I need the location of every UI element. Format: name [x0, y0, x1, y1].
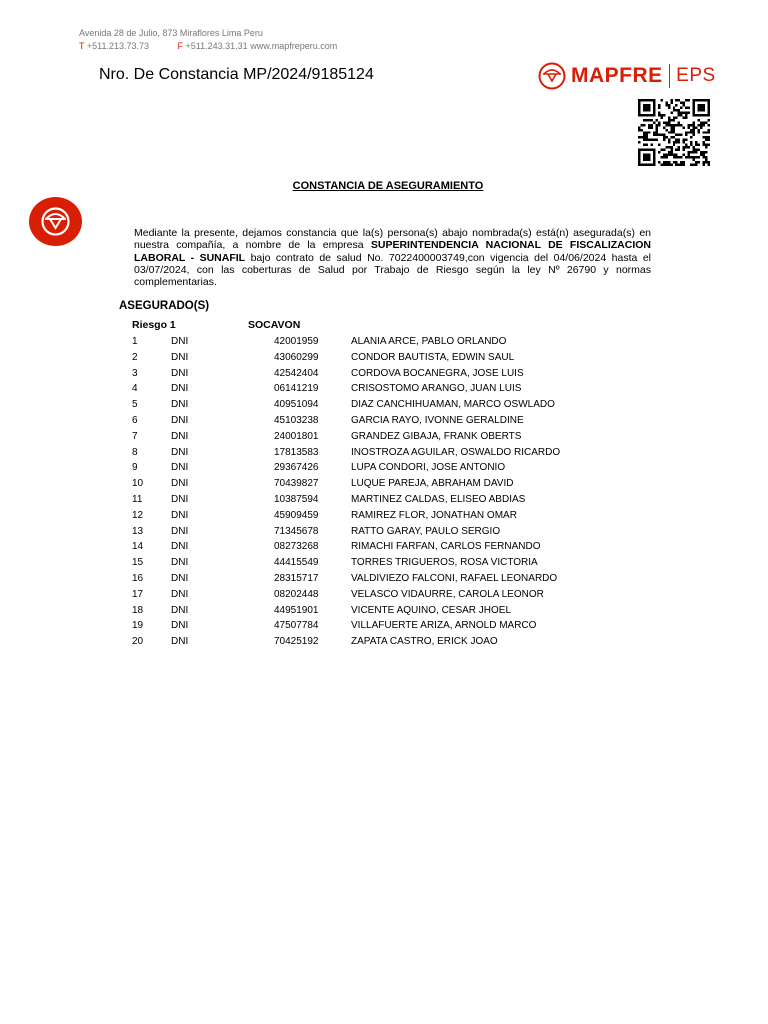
doc-type: DNI — [171, 351, 189, 363]
fax-web: +511.243.31.31 www.mapfreperu.com — [185, 41, 338, 51]
doc-number: 43060299 — [274, 351, 319, 363]
doc-type: DNI — [171, 462, 189, 474]
mapfre-emblem-icon — [538, 62, 566, 90]
row-number: 1 — [132, 336, 138, 347]
table-row — [0, 413, 768, 429]
table-row — [0, 571, 768, 587]
doc-type: DNI — [171, 430, 189, 442]
table-row — [0, 397, 768, 413]
doc-type: DNI — [171, 525, 189, 537]
insured-name: GRANDEZ GIBAJA, FRANK OBERTS — [351, 430, 522, 442]
doc-number: 10387594 — [274, 493, 319, 505]
location-label: SOCAVON — [248, 319, 301, 331]
insured-name: LUQUE PAREJA, ABRAHAM DAVID — [351, 478, 514, 490]
doc-number: 71345678 — [274, 525, 319, 537]
insured-name: TORRES TRIGUEROS, ROSA VICTORIA — [351, 557, 538, 569]
table-row — [0, 366, 768, 382]
doc-number: 24001801 — [274, 430, 319, 442]
row-number: 6 — [132, 414, 138, 426]
row-number: 16 — [132, 572, 144, 584]
doc-number: 44415549 — [274, 557, 319, 569]
risk-label: Riesgo 1 — [132, 319, 176, 331]
insured-name: INOSTROZA AGUILAR, OSWALDO RICARDO — [351, 446, 561, 458]
row-number: 11 — [132, 493, 143, 505]
insured-name: VELASCO VIDAURRE, CAROLA LEONOR — [351, 588, 544, 600]
doc-type: DNI — [171, 383, 189, 395]
address-line: Avenida 28 de Julio, 873 Miraflores Lima Peru — [79, 28, 263, 38]
doc-number: 08273268 — [274, 541, 319, 553]
insured-name: RAMIREZ FLOR, JONATHAN OMAR — [351, 509, 517, 521]
doc-number: 08202448 — [274, 588, 319, 600]
doc-number: 17813583 — [274, 446, 319, 458]
mapfre-seal-icon — [29, 197, 82, 246]
table-row — [0, 539, 768, 555]
doc-type: DNI — [171, 588, 189, 600]
row-number: 19 — [132, 620, 144, 632]
insured-name: VICENTE AQUINO, CESAR JHOEL — [351, 604, 512, 616]
doc-number: 06141219 — [274, 383, 319, 395]
fax-label: F — [177, 41, 184, 51]
table-row — [0, 524, 768, 540]
table-row — [0, 618, 768, 634]
row-number: 9 — [132, 462, 138, 474]
insured-section-label: ASEGURADO(S) — [119, 300, 210, 312]
doc-type: DNI — [171, 509, 189, 521]
row-number: 2 — [132, 351, 138, 363]
insured-name: MARTINEZ CALDAS, ELISEO ABDIAS — [351, 493, 526, 505]
row-number: 4 — [132, 383, 138, 395]
row-number: 10 — [132, 478, 144, 490]
doc-type: DNI — [171, 414, 189, 426]
mapfre-logo — [538, 60, 716, 92]
table-row — [0, 381, 768, 397]
insured-name: VALDIVIEZO FALCONI, RAFAEL LEONARDO — [351, 572, 558, 584]
doc-type: DNI — [171, 399, 189, 411]
table-row — [0, 492, 768, 508]
doc-number: 70439827 — [274, 478, 319, 490]
doc-number: 44951901 — [274, 604, 319, 616]
insured-name: CORDOVA BOCANEGRA, JOSE LUIS — [351, 367, 524, 379]
doc-number: 42542404 — [274, 367, 319, 379]
insured-name: ALANIA ARCE, PABLO ORLANDO — [351, 336, 507, 347]
doc-number: 42001959 — [274, 336, 319, 347]
table-row — [0, 555, 768, 571]
intro-text-1: Mediante la presente, dejamos constancia que la(s) persona(s) abajo nombrada(s) está(n) asegurada(s) en nuestra compañía, a nombre de la empresa — [134, 227, 651, 252]
table-row — [0, 350, 768, 366]
table-row — [0, 476, 768, 492]
table-row — [0, 429, 768, 445]
doc-type: DNI — [171, 493, 189, 505]
intro-text-2: bajo contrato de salud No. 7022400003749,con vigencia del 04/06/2024 hasta el 03/07/2024, con las coberturas de Salud por Trabajo de Riesgo según la ley Nº 26790 y normas complementarias. — [134, 251, 651, 289]
row-number: 15 — [132, 557, 144, 569]
row-number: 3 — [132, 367, 138, 379]
insured-name: RATTO GARAY, PAULO SERGIO — [351, 525, 501, 537]
insured-list — [0, 334, 768, 650]
doc-number: 70425192 — [274, 636, 319, 648]
insured-name: RIMACHI FARFAN, CARLOS FERNANDO — [351, 541, 541, 553]
insured-name: VILLAFUERTE ARIZA, ARNOLD MARCO — [351, 620, 537, 632]
doc-number: 45103238 — [274, 414, 319, 426]
intro-paragraph — [134, 227, 651, 288]
document-title: CONSTANCIA DE ASEGURAMIENTO — [292, 180, 484, 192]
row-number: 17 — [132, 588, 144, 600]
doc-number: 47507784 — [274, 620, 319, 632]
insured-name: GARCIA RAYO, IVONNE GERALDINE — [351, 414, 524, 426]
qr-code-icon — [638, 99, 710, 166]
row-number: 8 — [132, 446, 138, 458]
doc-number: 29367426 — [274, 462, 319, 474]
phone-label: T — [79, 41, 85, 51]
constancia-number: Nro. De Constancia MP/2024/9185124 — [99, 66, 374, 83]
table-row — [0, 334, 768, 350]
row-number: 14 — [132, 541, 144, 553]
brand-suffix: EPS — [676, 65, 716, 86]
doc-type: DNI — [171, 636, 189, 648]
insured-name: DIAZ CANCHIHUAMAN, MARCO OSWLADO — [351, 399, 555, 411]
doc-type: DNI — [171, 557, 189, 569]
doc-type: DNI — [171, 478, 189, 490]
doc-type: DNI — [171, 446, 189, 458]
row-number: 18 — [132, 604, 144, 616]
phone-number: +511.213.73.73 — [86, 41, 150, 51]
doc-type: DNI — [171, 541, 189, 553]
doc-type: DNI — [171, 367, 189, 379]
brand-name: MAPFRE — [571, 64, 663, 87]
row-number: 20 — [132, 636, 144, 648]
table-row — [0, 603, 768, 619]
insured-name: ZAPATA CASTRO, ERICK JOAO — [351, 636, 498, 648]
table-row — [0, 508, 768, 524]
table-row — [0, 634, 768, 650]
doc-number: 40951094 — [274, 399, 319, 411]
doc-type: DNI — [171, 572, 189, 584]
doc-type: DNI — [171, 620, 189, 632]
doc-type: DNI — [171, 604, 189, 616]
table-row — [0, 445, 768, 461]
insured-name: CRISOSTOMO ARANGO, JUAN LUIS — [351, 383, 522, 395]
address-block — [79, 27, 337, 53]
table-row — [0, 587, 768, 603]
doc-number: 28315717 — [274, 572, 319, 584]
logo-divider — [669, 64, 671, 88]
contact-line — [79, 40, 337, 53]
company-name: SUPERINTENDENCIA NACIONAL DE FISCALIZACION LABORAL - SUNAFIL — [134, 239, 651, 264]
table-row — [0, 460, 768, 476]
row-number: 7 — [132, 430, 138, 442]
row-number: 5 — [132, 399, 138, 411]
row-number: 12 — [132, 509, 144, 521]
row-number: 13 — [132, 525, 144, 537]
doc-number: 45909459 — [274, 509, 319, 521]
insured-name: LUPA CONDORI, JOSE ANTONIO — [351, 462, 506, 474]
insured-name: CONDOR BAUTISTA, EDWIN SAUL — [351, 351, 515, 363]
doc-type: DNI — [171, 336, 189, 347]
